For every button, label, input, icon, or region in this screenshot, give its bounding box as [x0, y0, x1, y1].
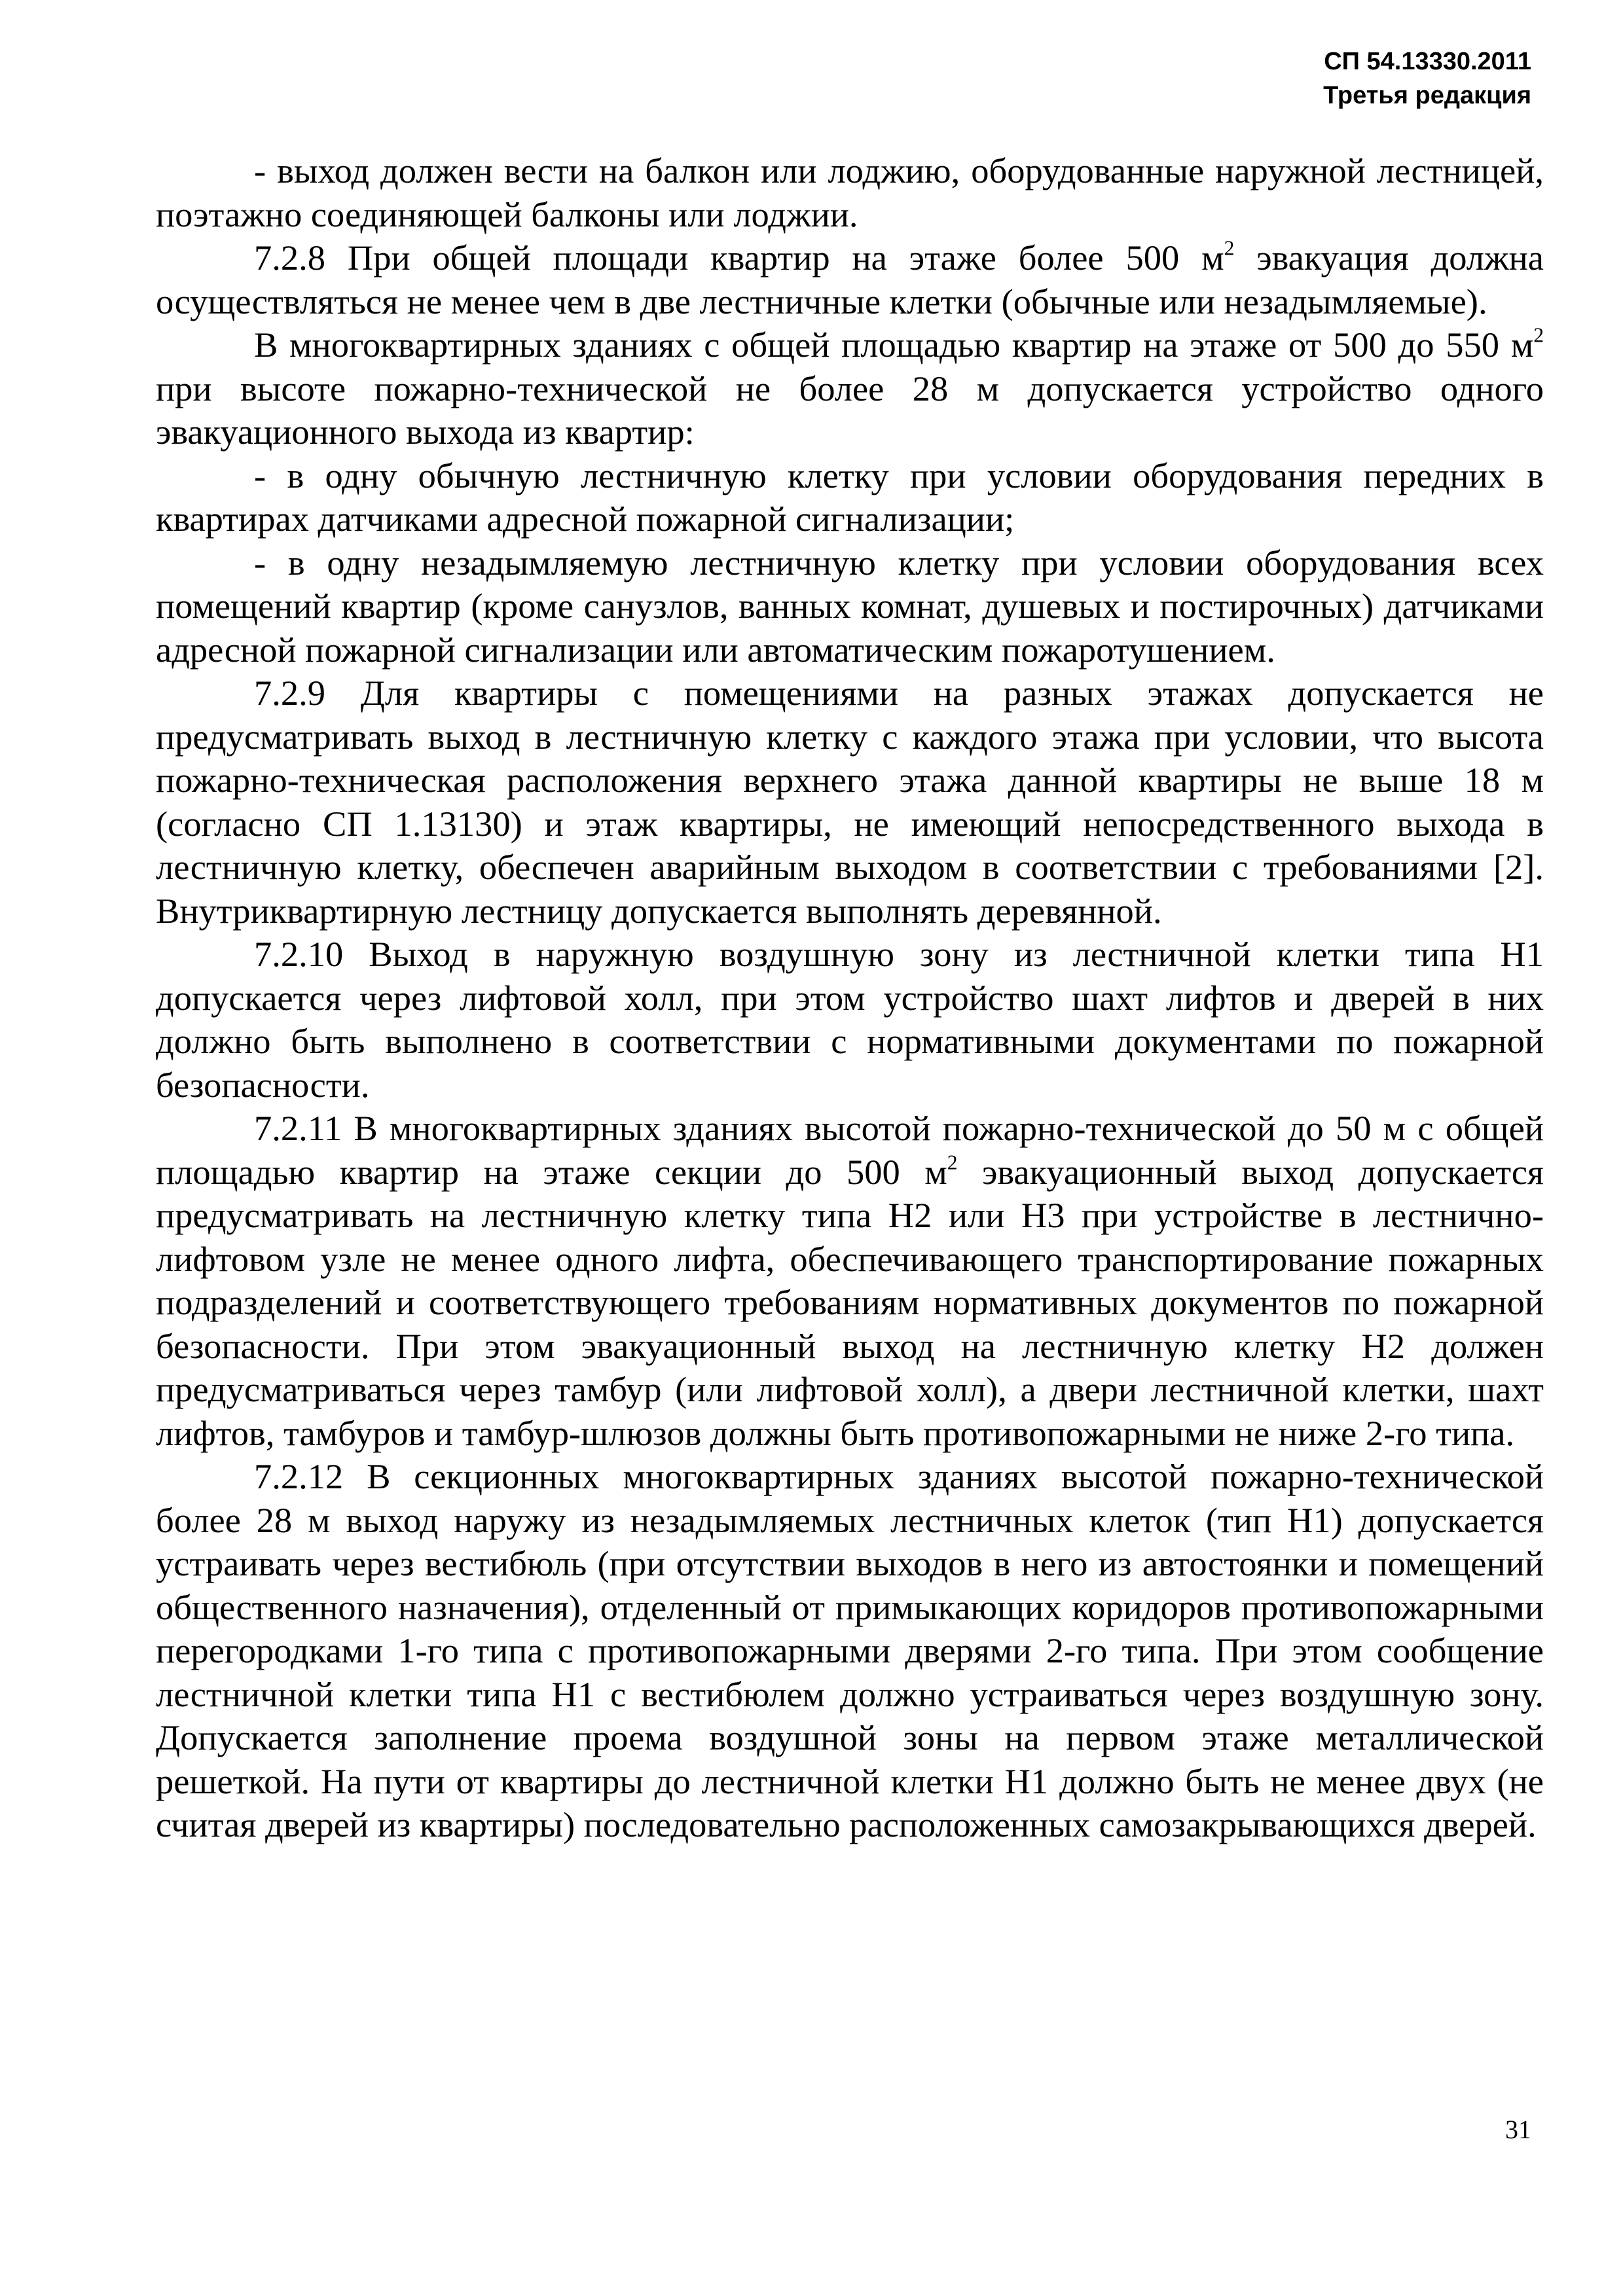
paragraph-7-2-11: [156, 1107, 1544, 1455]
paragraph-text: эвакуационный выход допускается предусматривать на лестничную клетку типа Н2 или Н3 при устройстве в лестнично-лифтовом узле не менее одного лифта, обеспечивающего транспортирование пожарных подразделений и соответствующего требованиям нормативных документов по пожарной безопасности. При этом эвакуационный выход на лестничную клетку Н2 должен предусматриваться через тамбур (или лифтовой холл), а двери лестничной клетки, шахт лифтов, тамбуров и тамбур-шлюзов должны быть противопожарными не ниже 2-го типа.: [156, 1151, 1544, 1453]
superscript: 2: [1533, 323, 1544, 347]
edition-label: Третья редакция: [1323, 82, 1531, 109]
page-number: 31: [1505, 2115, 1531, 2144]
superscript: 2: [947, 1150, 958, 1174]
paragraph-7-2-9: 7.2.9 Для квартиры с помещениями на разных этажах допускается не предусматривать выход в лестничную клетку с каждого этажа при условии, что высота пожарно-техническая расположения верхнего этажа данной квартиры не выше 18 м (согласно СП 1.13130) и этаж квартиры, не имеющий непосредственного выхода в лестничную клетку, обеспечен аварийным выходом в соответствии с требованиями [2]. Внутриквартирную лестницу допускается выполнять деревянной.: [156, 673, 1544, 931]
superscript: 2: [1224, 236, 1235, 260]
paragraph-7-2-10: 7.2.10 Выход в наружную воздушную зону из лестничной клетки типа Н1 допускается через лифтовой холл, при этом устройство шахт лифтов и дверей в них должно быть выполнено в соответствии с нормативными документами по пожарной безопасности.: [156, 934, 1544, 1105]
paragraph-text: 7.2.8 При общей площади квартир на этаже более 500 м: [254, 238, 1224, 278]
paragraph-7-2-12: 7.2.12 В секционных многоквартирных зданиях высотой пожарно-технической более 28 м выход наружу из незадымляемых лестничных клеток (тип Н1) допускается устраивать через вестибюль (при отсутствии выходов в него из автостоянки и помещений общественного назначения), отделенный от примыкающих коридоров противопожарными перегородками 1-го типа с противопожарными дверями 2-го типа. При этом сообщение лестничной клетки типа Н1 с вестибюлем должно устраиваться через воздушную зону. Допускается заполнение проема воздушной зоны на первом этаже металлической решеткой. На пути от квартиры до лестничной клетки Н1 должно быть не менее двух (не считая дверей из квартиры) последовательно расположенных самозакрывающихся дверей.: [156, 1456, 1544, 1844]
paragraph-balcony-exit: - выход должен вести на балкон или лоджию, оборудованные наружной лестницей, поэтажно соединяющей балконы или лоджии.: [156, 151, 1544, 234]
paragraph-text: В многоквартирных зданиях с общей площадью квартир на этаже от 500 до 550 м: [254, 325, 1534, 365]
document-body: [156, 149, 1544, 1847]
paragraph-text: при высоте пожарно-технической не более 28 м допускается устройство одного эвакуационного выхода из квартир:: [156, 368, 1544, 452]
paragraph-text: 7.2.11 В многоквартирных зданиях высотой пожарно-технической до 50 м с общей площадью квартир на этаже секции до 500 м: [156, 1108, 1544, 1192]
paragraph-single-exit: [156, 323, 1544, 454]
paragraph-7-2-8: [156, 236, 1544, 323]
paragraph-text: эвакуация должна осуществляться не менее чем в две лестничные клетки (обычные или незадымляемые).: [156, 238, 1544, 321]
document-code: СП 54.13330.2011: [1324, 48, 1531, 75]
paragraph-ordinary-stair: - в одну обычную лестничную клетку при условии оборудования передних в квартирах датчиками адресной пожарной сигнализации;: [156, 455, 1544, 539]
page-header: [1323, 45, 1531, 113]
paragraph-smokefree-stair: - в одну незадымляемую лестничную клетку при условии оборудования всех помещений квартир (кроме санузлов, ванных комнат, душевых и постирочных) датчиками адресной пожарной сигнализации или автоматическим пожаротушением.: [156, 542, 1544, 670]
